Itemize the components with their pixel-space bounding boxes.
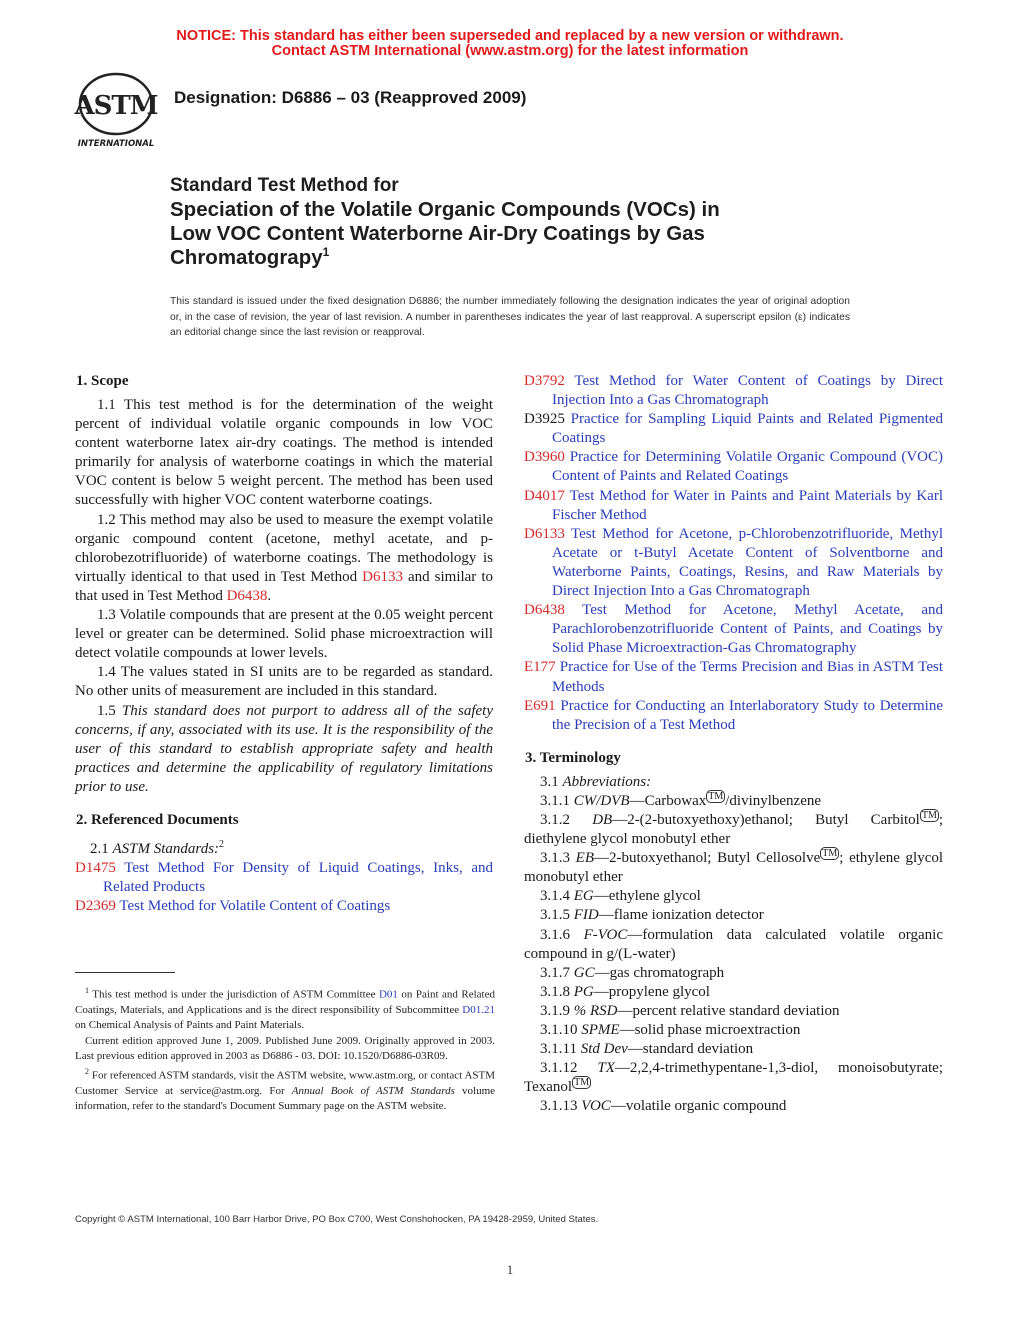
- term-item: [524, 792, 943, 811]
- title-line-4-text: Chromatograpy: [170, 246, 323, 269]
- footnotes: [75, 983, 495, 1115]
- logo-subtext: INTERNATIONAL: [77, 139, 155, 149]
- term-num: 3.1.7: [540, 964, 574, 981]
- term-def: —gas chromatograph: [594, 964, 725, 981]
- ref-title[interactable]: Practice for Sampling Liquid Paints and Related Pigmented Coatings: [552, 411, 943, 447]
- term-def: —ethylene glycol: [593, 888, 701, 905]
- left-column: [75, 372, 493, 916]
- ref-item[interactable]: [524, 372, 943, 410]
- footnote-1-edition: Current edition approved June 1, 2009. Published June 2009. Originally approved in 2003. Last previous edition approved in 2003 as D6886 - 03. DOI: 10.1520/D6886-03R09.: [75, 1034, 495, 1062]
- footnote-1-text-b: on Paint and Related Coatings, Materials, and Applications and is the direct responsibility of Subcommittee: [75, 988, 495, 1016]
- astm-standards-num: 2.1: [90, 840, 113, 857]
- term-abbr: EB: [575, 850, 594, 867]
- ref-title[interactable]: Test Method for Water in Paints and Paint Materials by Karl Fischer Method: [552, 487, 943, 523]
- term-abbr: PG: [573, 983, 594, 1000]
- term-abbr: VOC: [581, 1098, 611, 1115]
- ref-item[interactable]: [75, 897, 493, 916]
- term-item: [524, 1059, 943, 1097]
- trademark-icon: TM: [574, 1077, 590, 1089]
- term-abbr: EG: [573, 888, 594, 905]
- footnote-rule: [75, 972, 175, 973]
- ref-code[interactable]: D3960: [524, 449, 565, 466]
- term-def: —2,2,4-trimethypentane-1,3-diol, monoisobutyrate; Texanol: [524, 1060, 943, 1096]
- footnote-1-text-c: on Chemical Analysis of Paints and Paint Materials.: [75, 1019, 305, 1032]
- ref-item[interactable]: [524, 525, 943, 601]
- term-def: —propylene glycol: [593, 983, 710, 1000]
- term-def: —standard deviation: [627, 1041, 754, 1058]
- term-num: 3.1.9: [540, 1002, 574, 1019]
- term-num: 3.1.4: [540, 888, 574, 905]
- scope-para-1: 1.1 This test method is for the determination of the weight percent of individual volatile organic compounds in low VOC content waterborne latex air-dry coatings. The method is intended primarily for analysis of waterborne coatings in which the material VOC content is below 5 weight percent. The method has been used successfully with higher VOC content waterborne coatings.: [75, 397, 493, 509]
- notice-line-2: Contact ASTM International (www.astm.org) for the latest information: [271, 43, 749, 59]
- astm-logo-icon: [70, 70, 162, 150]
- abbreviations-text: Abbreviations:: [562, 773, 652, 790]
- term-def-2: /divinylbenzene: [725, 792, 822, 809]
- term-item: [524, 887, 943, 906]
- term-num: 3.1.11: [540, 1041, 581, 1058]
- title-line-1: Standard Test Method for: [170, 175, 399, 196]
- term-num: 3.1.5: [540, 907, 574, 924]
- ref-item[interactable]: [524, 410, 943, 448]
- term-abbr: FID: [573, 907, 599, 924]
- ref-title[interactable]: Practice for Determining Volatile Organic Compound (VOC) Content of Paints and Related Coatings: [552, 449, 944, 485]
- term-item: [524, 983, 943, 1002]
- ref-code[interactable]: D1475: [75, 860, 116, 877]
- link-d6438[interactable]: D6438: [226, 587, 268, 604]
- title-line-4: [170, 246, 870, 270]
- refdocs-heading: 2. Referenced Documents: [76, 811, 239, 828]
- term-abbr: CW/DVB: [573, 792, 630, 809]
- term-item: [524, 811, 943, 849]
- term-num: 3.1.8: [540, 983, 574, 1000]
- scope-para-2-text: 1.2 This method may also be used to measure the exempt volatile organic compound content (acetone, methyl acetate, and p-chlorobezotrifluoride) of waterborne coatings. The methodology is virtually identical to that used in Test Method: [75, 511, 493, 585]
- ref-item[interactable]: [524, 697, 943, 735]
- ref-code[interactable]: D4017: [524, 487, 565, 504]
- term-def: —solid phase microextraction: [619, 1022, 801, 1038]
- scope-para-5-num: 1.5: [97, 702, 122, 719]
- footnote-1-text-a: This test method is under the jurisdiction of ASTM Committee: [89, 988, 379, 1001]
- page-number: 1: [506, 1262, 514, 1277]
- ref-code[interactable]: D6133: [524, 525, 565, 542]
- ref-title[interactable]: Test Method for Acetone, p-Chlorobenzotrifluoride, Methyl Acetate or t-Butyl Acetate Content of Solventborne and Waterborne Paints, Coatings, Resins, and Raw Materials by Direct Injection Into a Gas Chromatograph: [552, 525, 943, 600]
- link-d01-21[interactable]: D01.21: [462, 1003, 495, 1016]
- footnote-2-text-b: volume information, refer to the standard's Document Summary page on the ASTM website.: [75, 1085, 496, 1113]
- term-abbr: F-VOC: [583, 926, 628, 943]
- term-def: —percent relative standard deviation: [617, 1002, 840, 1019]
- term-num: 3.1.6: [540, 926, 584, 943]
- ref-code[interactable]: D3792: [524, 373, 565, 389]
- term-def: —2-(2-butoxyethoxy)ethanol; Butyl Carbitol: [612, 811, 920, 828]
- document-title: [170, 174, 870, 270]
- term-abbr: Std Dev: [580, 1041, 628, 1058]
- ref-title[interactable]: Test Method for Volatile Content of Coatings: [119, 898, 391, 915]
- ref-code: D3925: [524, 411, 565, 428]
- astm-standards-sup: 2: [219, 838, 225, 850]
- scope-para-2: [75, 511, 493, 606]
- term-item: [524, 849, 943, 887]
- designation: Designation: D6886 – 03 (Reapproved 2009): [174, 88, 527, 107]
- trademark-icon: TM: [822, 848, 838, 860]
- term-def-2: ; diethylene glycol monobutyl ether: [524, 811, 944, 848]
- term-def: —volatile organic compound: [610, 1098, 787, 1115]
- link-d6133[interactable]: D6133: [362, 568, 403, 585]
- scope-para-5-text: This standard does not purport to address all of the safety concerns, if any, associated with its use. It is the responsibility of the user of this standard to establish appropriate safety and health practices and determine the applicability of regulatory limitations prior to use.: [75, 702, 494, 795]
- term-abbr: % RSD: [573, 1002, 618, 1019]
- title-footnote-mark: 1: [322, 245, 330, 260]
- scope-para-3: 1.3 Volatile compounds that are present at the 0.05 weight percent level or greater can be determined. Solid phase microextraction will detect volatile compounds at lower levels.: [75, 607, 494, 662]
- term-num: 3.1.10: [540, 1022, 582, 1038]
- title-line-2: Speciation of the Volatile Organic Compounds (VOCs) in: [170, 198, 720, 221]
- ref-title[interactable]: Test Method for Water Content of Coatings by Direct Injection Into a Gas Chromatograph: [552, 373, 944, 409]
- footnote-2: [75, 1064, 495, 1115]
- ref-title[interactable]: Test Method For Density of Liquid Coatings, Inks, and Related Products: [103, 860, 493, 896]
- ref-code[interactable]: D2369: [75, 898, 116, 915]
- term-def-2: ; ethylene glycol monobutyl ether: [524, 850, 944, 886]
- astm-standards-label: [75, 835, 493, 859]
- footnote-2-sup: 2: [85, 1067, 89, 1077]
- ref-item[interactable]: [75, 859, 493, 897]
- abbreviations-label: [524, 773, 943, 792]
- term-item: [524, 906, 943, 925]
- footnote-2-text-a: For referenced ASTM standards, visit the ASTM website, www.astm.org, or contact ASTM Customer Service at service@astm.org. For: [75, 1069, 495, 1098]
- term-num: 3.1.1: [540, 792, 574, 809]
- term-num: 3.1.12: [540, 1060, 598, 1077]
- term-item: [524, 964, 943, 983]
- copyright: Copyright © ASTM International, 100 Barr Harbor Drive, PO Box C700, West Conshohocken, PA 19428-2959, United States.: [75, 1214, 599, 1225]
- scope-para-4: 1.4 The values stated in SI units are to be regarded as standard. No other units of measurement are included in this standard.: [75, 664, 493, 700]
- abbreviations-num: 3.1: [540, 773, 563, 790]
- term-def: —flame ionization detector: [598, 907, 764, 924]
- term-item: [524, 926, 943, 964]
- ref-code[interactable]: E177: [524, 659, 556, 676]
- ref-item[interactable]: [524, 601, 943, 658]
- footnote-2-italic: Annual Book of ASTM Standards: [291, 1085, 455, 1098]
- trademark-icon: TM: [708, 790, 724, 802]
- ref-item[interactable]: [524, 487, 943, 525]
- ref-title[interactable]: Test Method for Acetone, Methyl Acetate, and Parachlorobenzotrifluoride Content of Paints, and Coatings by Solid Phase Microextraction-Gas Chromatography: [552, 602, 943, 657]
- title-line-3: Low VOC Content Waterborne Air-Dry Coatings by Gas: [170, 222, 705, 245]
- terminology-heading: 3. Terminology: [525, 749, 621, 766]
- ref-item[interactable]: [524, 658, 943, 696]
- astm-standards-text: ASTM Standards:: [112, 840, 220, 857]
- scope-para-2-mid: and similar to that used in Test Method: [75, 568, 493, 604]
- scope-heading: 1. Scope: [76, 373, 129, 389]
- term-abbr: TX: [597, 1060, 615, 1077]
- scope-para-2-end: .: [267, 587, 272, 604]
- scope-para-5: [75, 702, 493, 797]
- footnote-1-sup: 1: [85, 986, 89, 995]
- term-item: [524, 1021, 943, 1040]
- term-item: [524, 1002, 943, 1021]
- link-d01[interactable]: D01: [378, 988, 398, 1001]
- term-abbr: DB: [592, 811, 613, 828]
- term-num: 3.1.13: [540, 1098, 582, 1115]
- term-num: 3.1.3: [540, 850, 576, 867]
- astm-logo: [70, 70, 162, 150]
- term-num: 3.1.2: [540, 811, 593, 828]
- term-def: —formulation data calculated volatile organic compound in g/(L-water): [524, 926, 943, 962]
- notice-line-1: NOTICE: This standard has either been superseded and replaced by a new version or withdrawn.: [176, 28, 844, 44]
- ref-title[interactable]: Practice for Use of the Terms Precision and Bias in ASTM Test Methods: [552, 659, 943, 695]
- ref-code[interactable]: D6438: [524, 602, 565, 619]
- ref-code[interactable]: E691: [524, 697, 556, 714]
- logo-text: ASTM: [74, 91, 158, 121]
- term-def: —Carbowax: [629, 792, 707, 809]
- term-def: —2-butoxyethanol; Butyl Cellosolve: [593, 850, 821, 867]
- term-abbr: SPME: [581, 1022, 620, 1038]
- ref-title[interactable]: Practice for Conducting an Interlaboratory Study to Determine the Precision of a Test Method: [552, 697, 944, 733]
- footnote-1: [75, 983, 495, 1034]
- ref-item[interactable]: [524, 448, 943, 486]
- term-abbr: GC: [573, 964, 595, 981]
- term-item: [524, 1040, 943, 1059]
- trademark-icon: TM: [921, 809, 937, 821]
- issuance-statement: This standard is issued under the fixed designation D6886; the number immediately following the designation indicates the year of original adoption or, in the case of revision, the year of last revision. A number in parentheses indicates the year of last reapproval. A superscript epsilon (ε) indicates an editorial change since the last revision or reapproval.: [170, 296, 850, 338]
- right-column: [524, 372, 943, 1116]
- term-item: [524, 1097, 943, 1116]
